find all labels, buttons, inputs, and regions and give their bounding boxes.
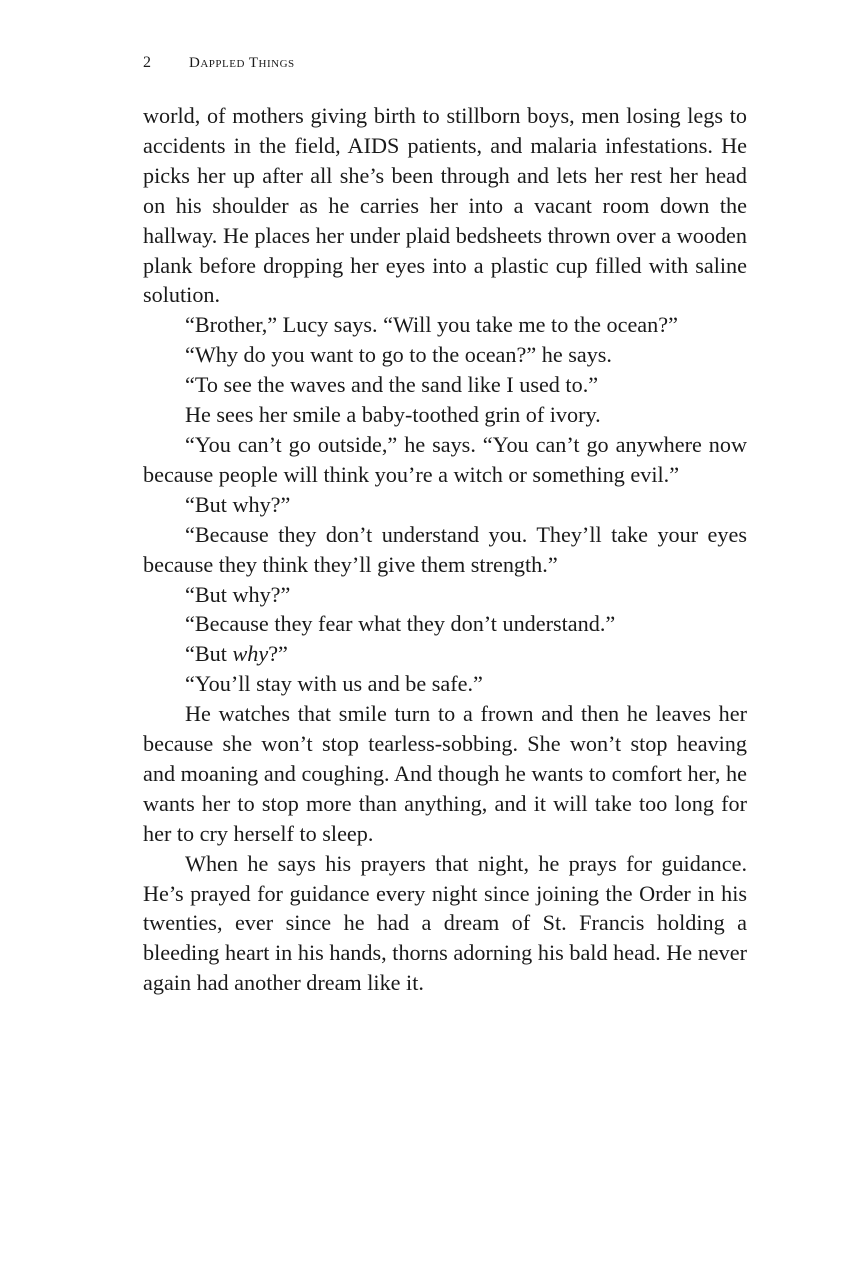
paragraph: “To see the waves and the sand like I used to.” (185, 372, 599, 398)
paragraph-text: ?” (268, 641, 288, 667)
paragraph: world, of mothers giving birth to stillborn boys, men losing legs to accidents in the field, AIDS patients, and malaria infestations. He picks her up after all she’s been through and lets her rest her head on his shoulder as he carries her into a vacant room down the hallway. He places her under plaid bedsheets thrown over a wooden plank before dropping her eyes into a plastic cup filled with saline solution. (143, 103, 747, 308)
journal-title: Dappled Things (189, 55, 295, 71)
paragraph: When he says his prayers that night, he prays for guidance. He’s prayed for guidance every night since joining the Order in his twenties, ever since he had a dream of St. Francis holding a bleeding heart in his hands, thorns adorning his bald head. He never again had another dream like it. (143, 850, 747, 996)
paragraph: He sees her smile a baby-toothed grin of ivory. (185, 402, 601, 428)
paragraph: “You’ll stay with us and be safe.” (185, 671, 483, 697)
paragraph: “You can’t go outside,” he says. “You can’t go anywhere now because people will think you’re a witch or something evil.” (143, 431, 747, 487)
paragraph: “But why?” (185, 491, 291, 517)
body-text (143, 101, 747, 998)
paragraph (143, 639, 747, 669)
paragraph: He watches that smile turn to a frown and then he leaves her because she won’t stop tearless-sobbing. She won’t stop heaving and moaning and coughing. And though he wants to comfort her, he wants her to stop more than anything, and it will take too long for her to cry herself to sleep. (143, 701, 747, 846)
running-head (143, 53, 295, 73)
paragraph: “Brother,” Lucy says. “Will you take me to the ocean?” (185, 312, 678, 338)
paragraph-text: “But (185, 641, 233, 667)
paragraph: “Because they fear what they don’t understand.” (185, 611, 616, 637)
italic-emphasis: why (232, 641, 269, 667)
paragraph: “Because they don’t understand you. They’ll take your eyes because they think they’ll give them strength.” (143, 521, 747, 577)
paragraph: “Why do you want to go to the ocean?” he says. (185, 342, 612, 368)
page-number: 2 (143, 54, 151, 71)
paragraph: “But why?” (185, 581, 291, 607)
